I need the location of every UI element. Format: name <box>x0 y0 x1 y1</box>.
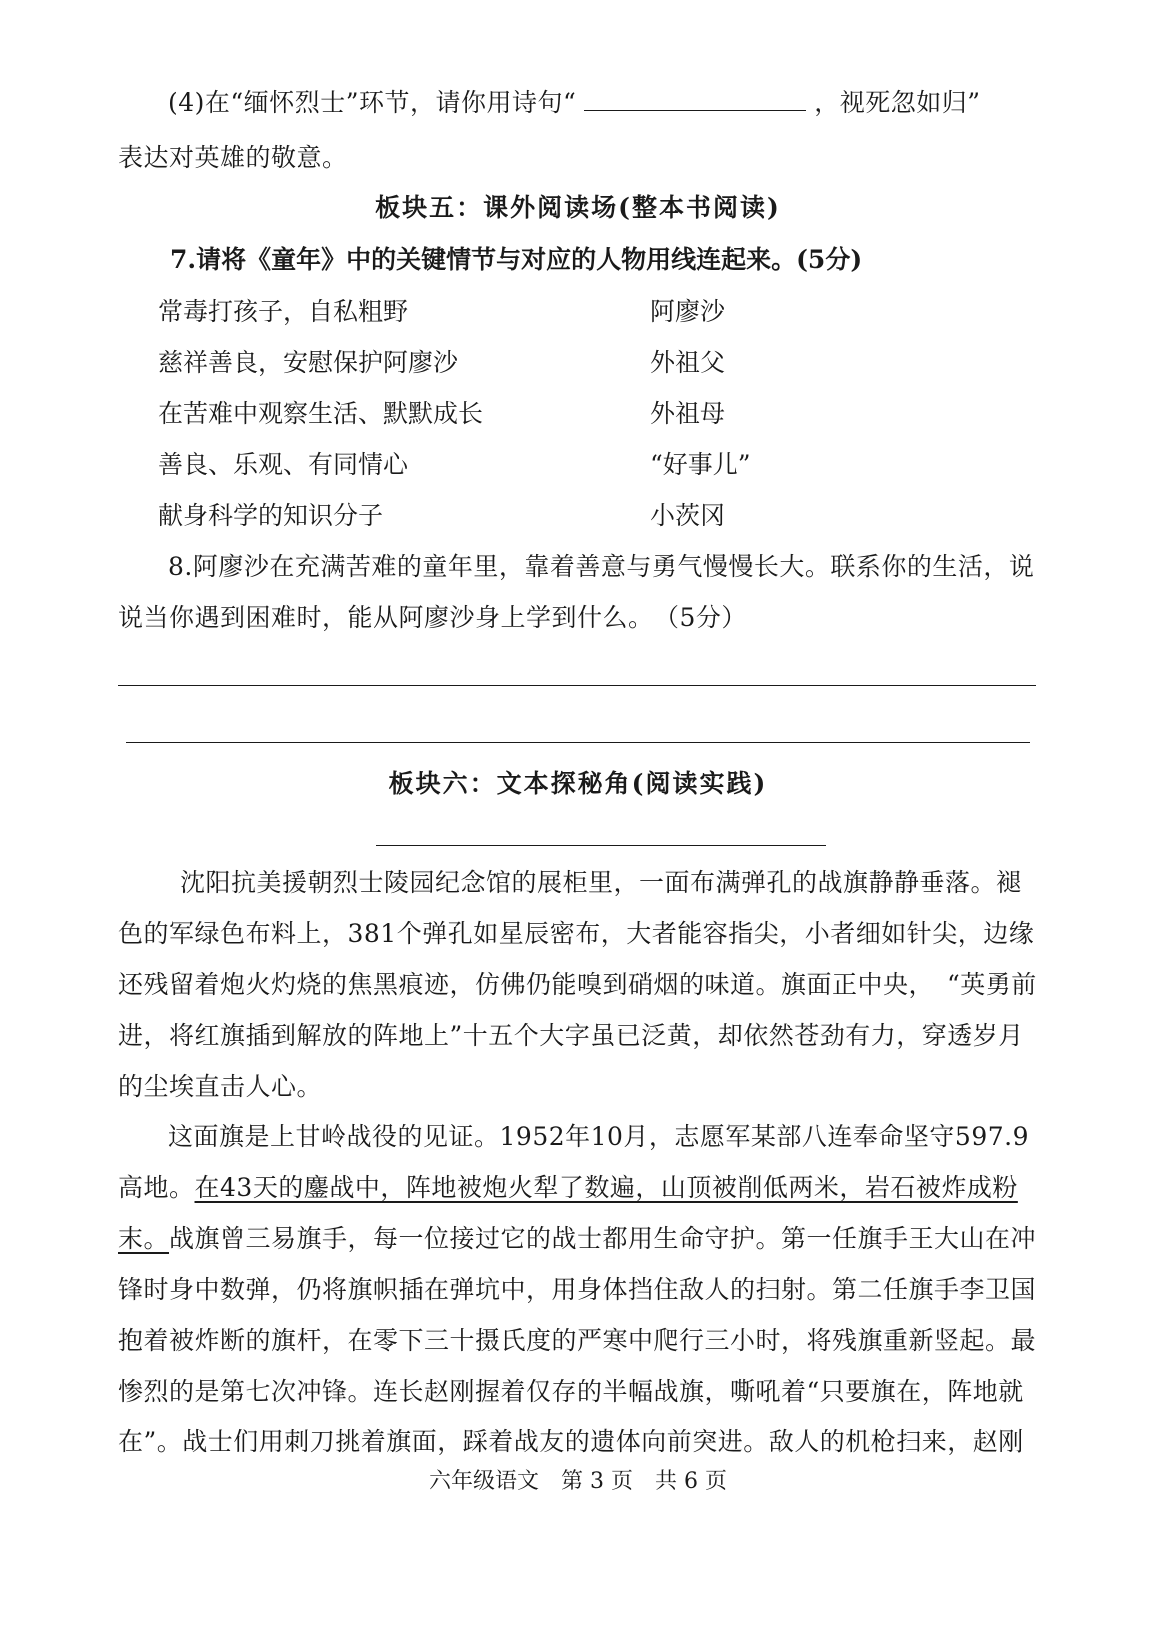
passage-line: 这面旗是上甘岭战役的见证。1952年10月，志愿军某部八连奉命坚守597.9 <box>168 1122 1030 1151</box>
page-footer: 六年级语文 第 3 页 共 6 页 <box>429 1469 727 1494</box>
q7-prompt: 7.请将《童年》中的关键情节与对应的人物用线连起来。(5分) <box>170 245 863 274</box>
q4-answer-blank[interactable] <box>584 88 806 111</box>
passage-text: 高地。 <box>118 1173 195 1202</box>
section6-title: 板块六：文本探秘角(阅读实践) <box>388 769 768 798</box>
q4-line2: 表达对英雄的敬意。 <box>118 143 348 172</box>
q4-line1 <box>168 86 981 120</box>
q7-left-item[interactable]: 慈祥善良，安慰保护阿廖沙 <box>158 348 459 377</box>
q7-right-item[interactable]: 小茨冈 <box>650 501 726 530</box>
q7-left-item[interactable]: 在苦难中观察生活、默默成长 <box>158 399 484 428</box>
underlined-sentence-end: 末。 <box>118 1224 170 1253</box>
q4-text-part2: ，视死忽如归” <box>814 88 981 117</box>
passage-line: 在”。战士们用刺刀挑着旗面，踩着战友的遗体向前突进。敌人的机枪扫来，赵刚 <box>118 1427 1024 1456</box>
q8-answer-line[interactable] <box>126 742 1030 743</box>
q8-answer-line[interactable] <box>118 685 1036 686</box>
passage-line <box>118 1222 1036 1256</box>
q8-line1: 8.阿廖沙在充满苦难的童年里，靠着善意与勇气慢慢长大。联系你的生活，说 <box>168 552 1035 581</box>
q7-left-item[interactable]: 献身科学的知识分子 <box>158 501 384 530</box>
section5-title: 板块五：课外阅读场(整本书阅读) <box>375 193 781 222</box>
q7-left-item[interactable]: 常毒打孩子，自私粗野 <box>158 297 409 326</box>
underlined-sentence: 在43天的鏖战中，阵地被炮火犁了数遍，山顶被削低两米，岩石被炸成粉 <box>194 1173 1018 1202</box>
passage-line: 进，将红旗插到解放的阵地上”十五个大字虽已泛黄，却依然苍劲有力，穿透岁月 <box>118 1021 1024 1050</box>
q7-right-item[interactable]: 外祖父 <box>650 348 726 377</box>
q8-line2: 说当你遇到困难时，能从阿廖沙身上学到什么。 （5分） <box>118 603 747 632</box>
passage-line: 锋时身中数弹，仍将旗帜插在弹坑中，用身体挡住敌人的扫射。第二任旗手李卫国 <box>118 1275 1037 1304</box>
passage-line: 抱着被炸断的旗杆，在零下三十摄氏度的严寒中爬行三小时，将残旗重新竖起。最 <box>118 1326 1037 1355</box>
q7-right-item[interactable]: “好事儿” <box>650 450 751 479</box>
passage-line: 的尘埃直击人心。 <box>118 1072 323 1101</box>
passage-text: 战旗曾三易旗手，每一位接过它的战士都用生命守护。第一任旗手王大山在冲 <box>169 1224 1037 1253</box>
passage-line <box>118 1171 1018 1205</box>
q7-right-item[interactable]: 阿廖沙 <box>650 297 726 326</box>
passage-line: 惨烈的是第七次冲锋。连长赵刚握着仅存的半幅战旗，嘶吼着“只要旗在，阵地就 <box>118 1377 1024 1406</box>
passage-title-blank[interactable] <box>376 845 826 846</box>
q7-right-item[interactable]: 外祖母 <box>650 399 726 428</box>
q7-left-item[interactable]: 善良、乐观、有同情心 <box>158 450 409 479</box>
passage-line: 还残留着炮火灼烧的焦黑痕迹，仿佛仍能嗅到硝烟的味道。旗面正中央， “英勇前 <box>118 970 1037 999</box>
passage-line: 色的军绿色布料上，381个弹孔如星辰密布，大者能容指尖，小者细如针尖，边缘 <box>118 919 1035 948</box>
q4-text-part1: (4)在“缅怀烈士”环节，请你用诗句“ <box>168 88 577 117</box>
passage-line: 沈阳抗美援朝烈士陵园纪念馆的展柜里，一面布满弹孔的战旗静静垂落。褪 <box>180 868 1022 897</box>
